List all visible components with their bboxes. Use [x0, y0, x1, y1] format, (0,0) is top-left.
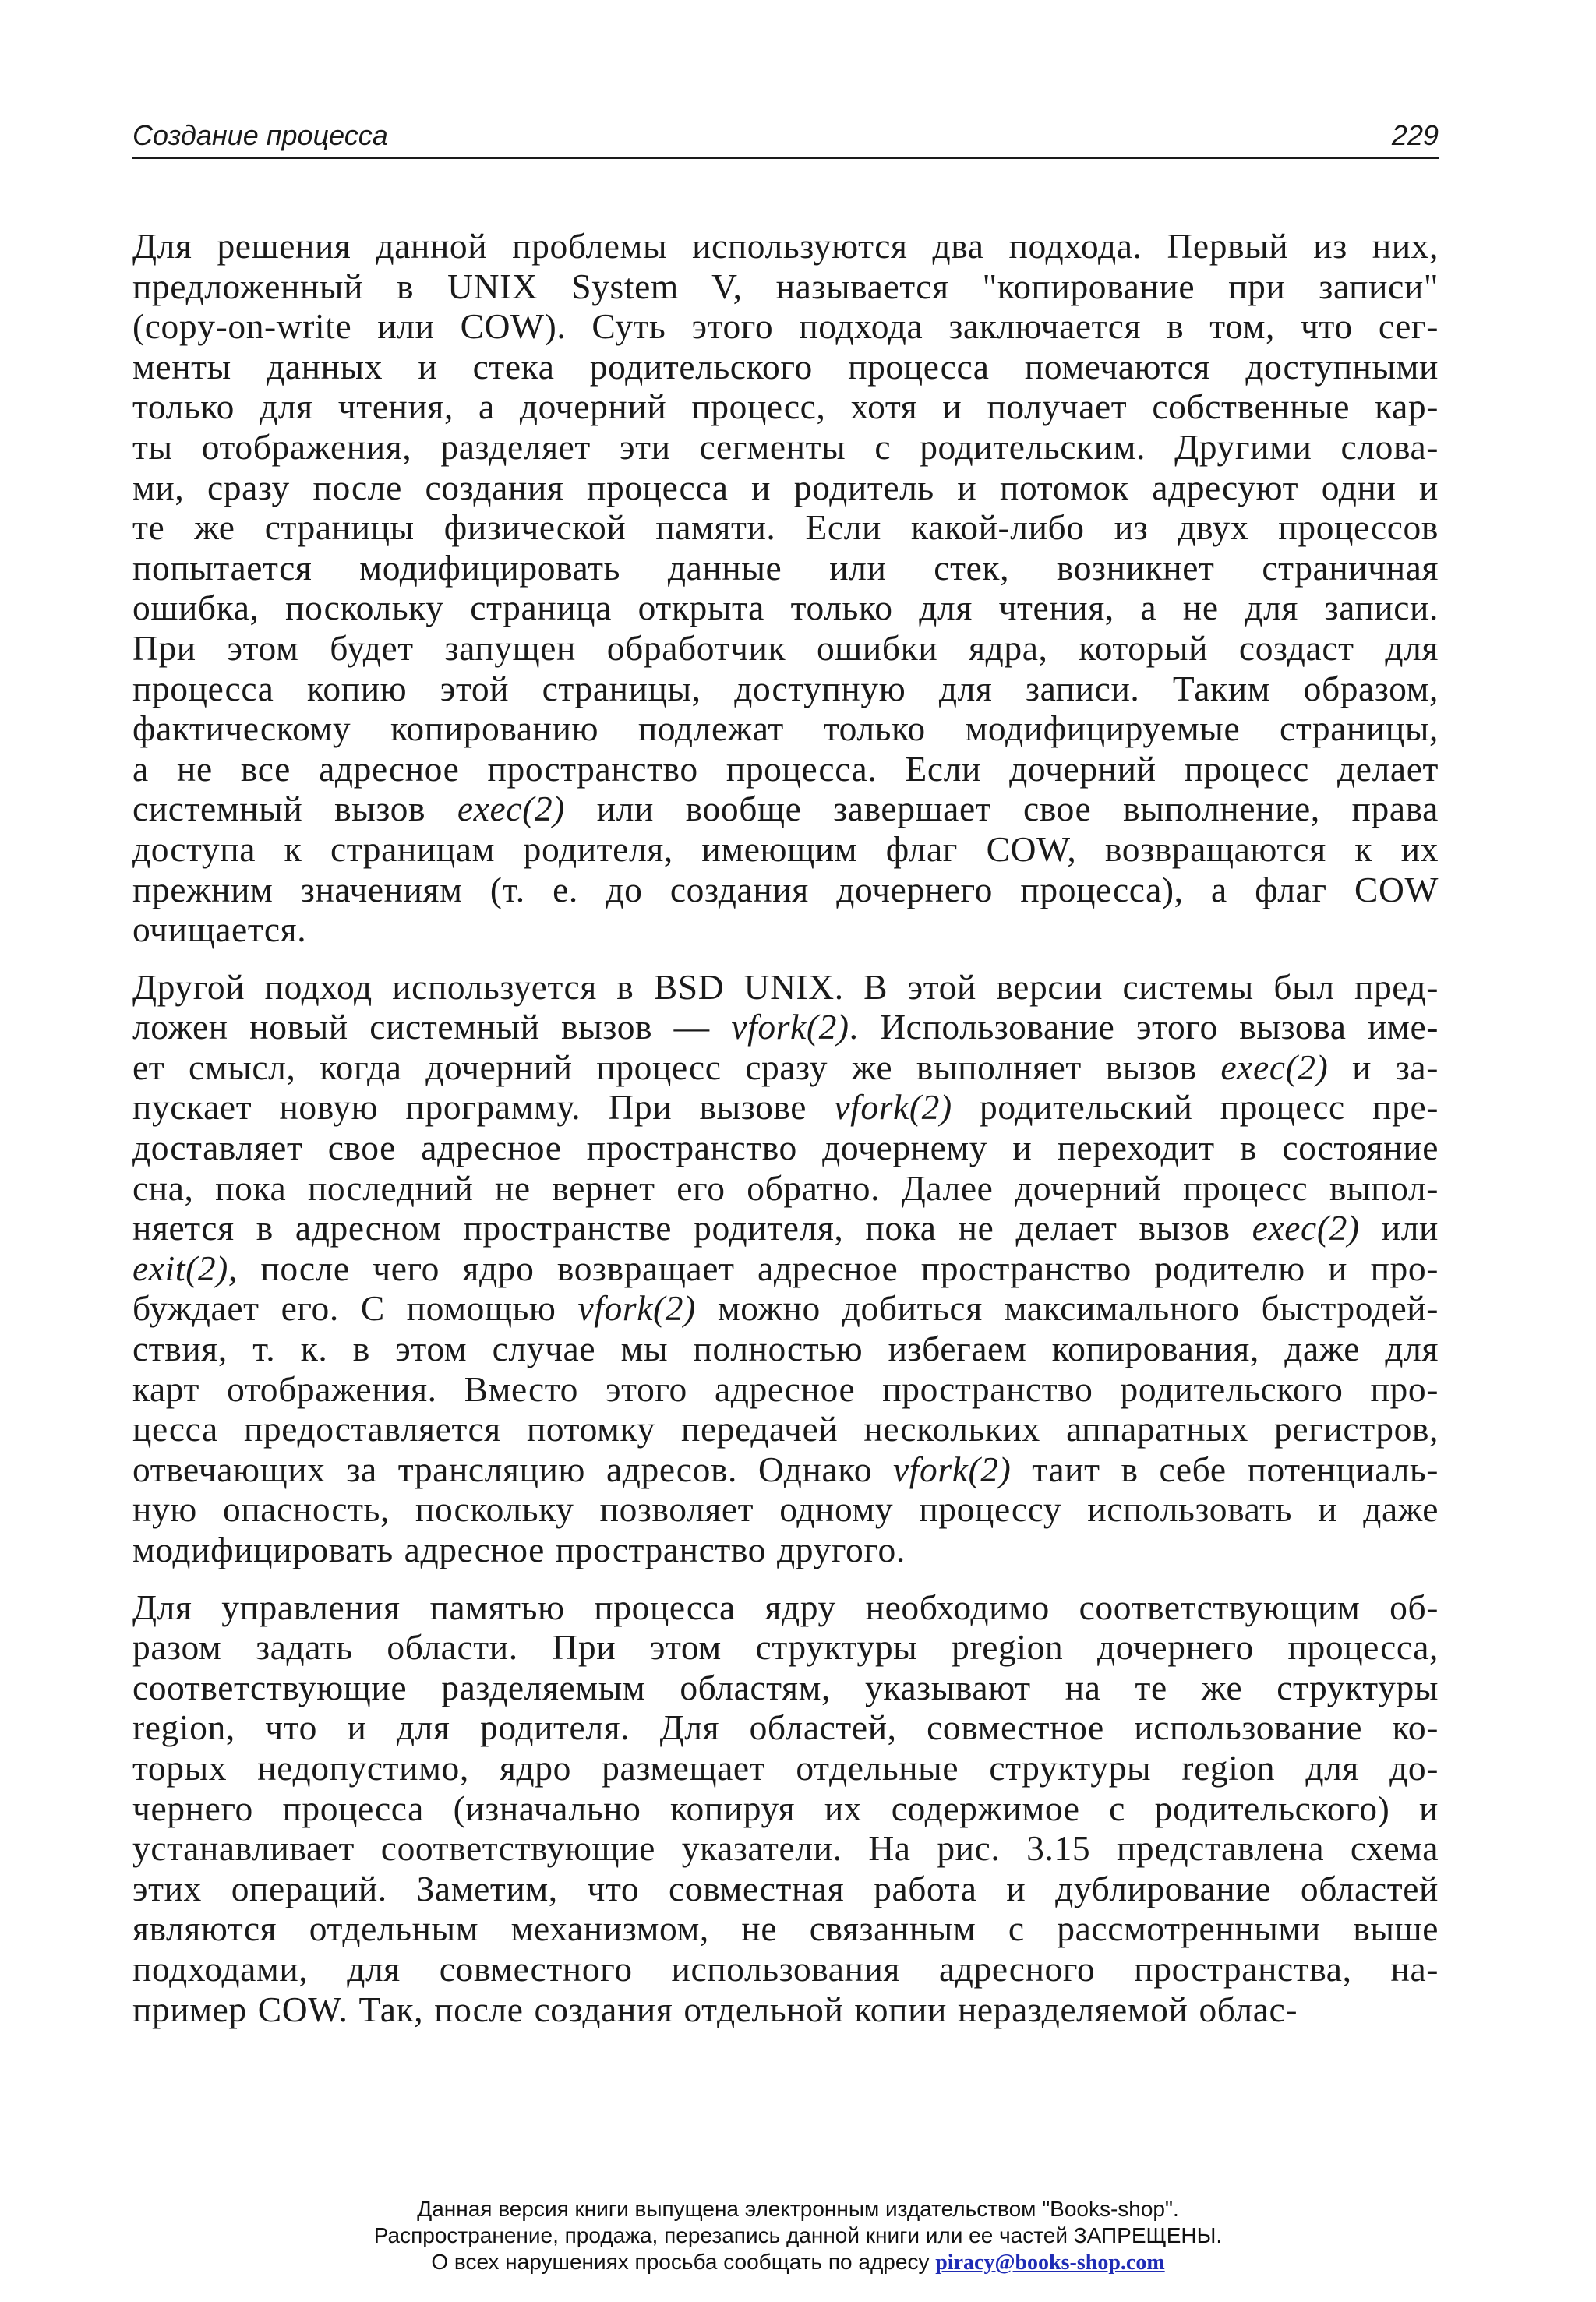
text-line: [132, 1248, 1439, 1289]
function-reference: vfork(2): [834, 1087, 952, 1128]
text-line: [132, 789, 1439, 829]
text-run: чернего процесса (изначально копируя их содержимое с родительского) и: [132, 1788, 1439, 1828]
text-run: попытается модифицировать данные или стек, возникнет страничная: [132, 547, 1439, 588]
chapter-title: Создание процесса: [132, 119, 388, 151]
text-run: сна, пока последний не вернет его обратно. Далее дочерний процесс выпол-: [132, 1167, 1439, 1208]
text-run: пускает новую программу. При вызове: [132, 1087, 835, 1128]
text-run: и за-: [1328, 1047, 1439, 1087]
text-run: родительский процесс пре-: [952, 1087, 1439, 1128]
text-line: [132, 1168, 1439, 1209]
text-run: Для управления памятью процесса ядру необходимо соответствующим об-: [132, 1587, 1439, 1627]
notice-line-3-text: О всех нарушениях просьба сообщать по адресу: [431, 2250, 936, 2274]
notice-line-3: [0, 2249, 1596, 2276]
text-run: после чего ядро возвращает адресное пространство родителю и про-: [237, 1248, 1439, 1288]
text-line: [132, 1208, 1439, 1248]
text-run: а не все адресное пространство процесса. Если дочерний процесс делает: [132, 748, 1439, 789]
text-run: предложенный в UNIX System V, называется "копирование при записи": [132, 266, 1439, 306]
text-line: [132, 870, 1439, 910]
text-run: разом задать области. При этом структуры pregion дочернего процесса,: [132, 1627, 1439, 1668]
text-line: [132, 1587, 1439, 1628]
notice-line-1: Данная версия книги выпущена электронным издательством "Books-shop".: [417, 2197, 1179, 2221]
text-run: цесса предоставляется потомку передачей нескольких аппаратных регистров,: [132, 1409, 1439, 1449]
text-line: [132, 387, 1439, 427]
text-run: ствия, т. к. в этом случае мы полностью избегаем копирования, даже для: [132, 1329, 1439, 1369]
text-line: [132, 1369, 1439, 1410]
text-run: прежним значениям (т. е. до создания дочернего процесса), а флаг COW: [132, 869, 1439, 909]
text-line: [132, 628, 1439, 669]
text-line: [132, 1288, 1439, 1329]
text-run: очищается.: [132, 909, 307, 950]
text-run: буждает его. С помощью: [132, 1288, 578, 1329]
text-run: этих операций. Заметим, что совместная работа и дублирование областей: [132, 1868, 1439, 1908]
text-run: менты данных и стека родительского процесса помечаются доступными: [132, 346, 1439, 387]
text-line: [132, 1047, 1439, 1088]
paragraph: [132, 226, 1439, 950]
text-run: модифицировать адресное пространство другого.: [132, 1530, 906, 1569]
paragraph: [132, 1587, 1439, 2030]
text-run: карт отображения. Вместо этого адресное пространство родительского про-: [132, 1368, 1439, 1409]
text-run: няется в адресном пространстве родителя, пока не делает вызов: [132, 1208, 1252, 1248]
function-reference: vfork(2): [577, 1288, 696, 1329]
text-line: [132, 669, 1439, 709]
body-text: [132, 226, 1439, 2046]
text-line: [132, 1530, 1439, 1570]
text-run: или: [1359, 1208, 1439, 1248]
text-run: процесса копию этой страницы, доступную для записи. Таким образом,: [132, 668, 1439, 708]
text-line: [132, 468, 1439, 508]
text-line: [132, 829, 1439, 870]
text-run: . Использование этого вызова име-: [849, 1007, 1439, 1047]
text-line: [132, 1449, 1439, 1490]
text-line: [132, 226, 1439, 267]
text-run: доставляет свое адресное пространство дочернему и переходит в состояние: [132, 1128, 1439, 1168]
text-line: [132, 909, 1439, 950]
text-line: [132, 1128, 1439, 1168]
page-number: 229: [1391, 119, 1439, 151]
text-run: подходами, для совместного использования адресного пространства, на-: [132, 1948, 1439, 1989]
text-line: [132, 967, 1439, 1008]
text-line: [132, 347, 1439, 387]
text-run: отвечающих за трансляцию адресов. Однако: [132, 1449, 893, 1489]
text-line: [132, 588, 1439, 628]
text-run: (copy-on-write или COW). Суть этого подхода заключается в том, что сег-: [132, 306, 1439, 347]
text-run: системный вызов: [132, 789, 457, 829]
text-line: [132, 507, 1439, 548]
function-reference: exec(2): [1252, 1208, 1360, 1248]
running-header: [132, 117, 1439, 159]
text-run: соответствующие разделяемым областям, указывают на те же структуры: [132, 1667, 1439, 1707]
text-run: те же страницы физической памяти. Если какой-либо из двух процессов: [132, 507, 1439, 548]
text-line: [132, 1990, 1439, 2030]
text-run: Для решения данной проблемы используются два подхода. Первый из них,: [132, 226, 1439, 266]
text-run: region, что и для родителя. Для областей, совместное использование ко-: [132, 1707, 1439, 1748]
text-line: [132, 1949, 1439, 1990]
text-run: только для чтения, а дочерний процесс, хотя и получает собственные кар-: [132, 387, 1439, 427]
text-line: [132, 1788, 1439, 1829]
text-run: можно добиться максимального быстродей-: [695, 1288, 1439, 1329]
text-line: [132, 1007, 1439, 1047]
text-line: [132, 1087, 1439, 1128]
text-run: При этом будет запущен обработчик ошибки ядра, который создаст для: [132, 627, 1439, 668]
text-line: [132, 1329, 1439, 1369]
function-reference: vfork(2): [893, 1449, 1012, 1489]
text-run: доступа к страницам родителя, имеющим флаг COW, возвращаются к их: [132, 828, 1439, 869]
text-run: устанавливает соответствующие указатели. На рис. 3.15 представлена схема: [132, 1828, 1439, 1869]
text-run: таит в себе потенциаль-: [1011, 1449, 1439, 1489]
text-run: ты отображения, разделяет эти сегменты с родительским. Другими слова-: [132, 426, 1439, 467]
text-run: или вообще завершает свое выполнение, права: [564, 789, 1439, 829]
text-line: [132, 749, 1439, 789]
text-run: пример COW. Так, после создания отдельной копии неразделяемой облас-: [132, 1989, 1298, 2029]
text-run: Другой подход используется в BSD UNIX. В этой версии системы был пред-: [132, 966, 1439, 1007]
text-line: [132, 427, 1439, 468]
text-line: [132, 1409, 1439, 1449]
text-line: [132, 306, 1439, 347]
text-run: ми, сразу после создания процесса и родитель и потомок адресуют одни и: [132, 467, 1439, 507]
text-run: ет смысл, когда дочерний процесс сразу же выполняет вызов: [132, 1047, 1221, 1087]
function-reference: vfork(2): [731, 1007, 849, 1047]
text-run: ошибка, поскольку страница открыта только для чтения, а не для записи.: [132, 588, 1439, 628]
notice-line-2: Распространение, продажа, перезапись данной книги или ее частей ЗАПРЕЩЕНЫ.: [373, 2223, 1223, 2247]
text-line: [132, 1748, 1439, 1788]
text-run: ную опасность, поскольку позволяет одному процессу использовать и даже: [132, 1489, 1439, 1530]
text-line: [132, 267, 1439, 307]
text-line: [132, 1869, 1439, 1909]
function-reference: exec(2): [457, 789, 565, 829]
text-line: [132, 1908, 1439, 1949]
function-reference: exec(2): [1220, 1047, 1329, 1087]
text-run: торых недопустимо, ядро размещает отдельные структуры region для до-: [132, 1747, 1439, 1788]
text-line: [132, 1828, 1439, 1869]
text-run: ложен новый системный вызов —: [132, 1007, 732, 1047]
text-line: [132, 1707, 1439, 1748]
text-run: являются отдельным механизмом, не связанным с рассмотренными выше: [132, 1908, 1439, 1949]
text-line: [132, 1489, 1439, 1530]
piracy-notice: [0, 2196, 1596, 2276]
text-line: [132, 1627, 1439, 1668]
text-line: [132, 1668, 1439, 1708]
function-reference: exit(2),: [132, 1248, 238, 1288]
text-run: фактическому копированию подлежат только модифицируемые страницы,: [132, 708, 1439, 749]
text-line: [132, 708, 1439, 749]
paragraph: [132, 967, 1439, 1570]
text-line: [132, 548, 1439, 588]
piracy-email-link[interactable]: piracy@books-shop.com: [935, 2251, 1165, 2275]
